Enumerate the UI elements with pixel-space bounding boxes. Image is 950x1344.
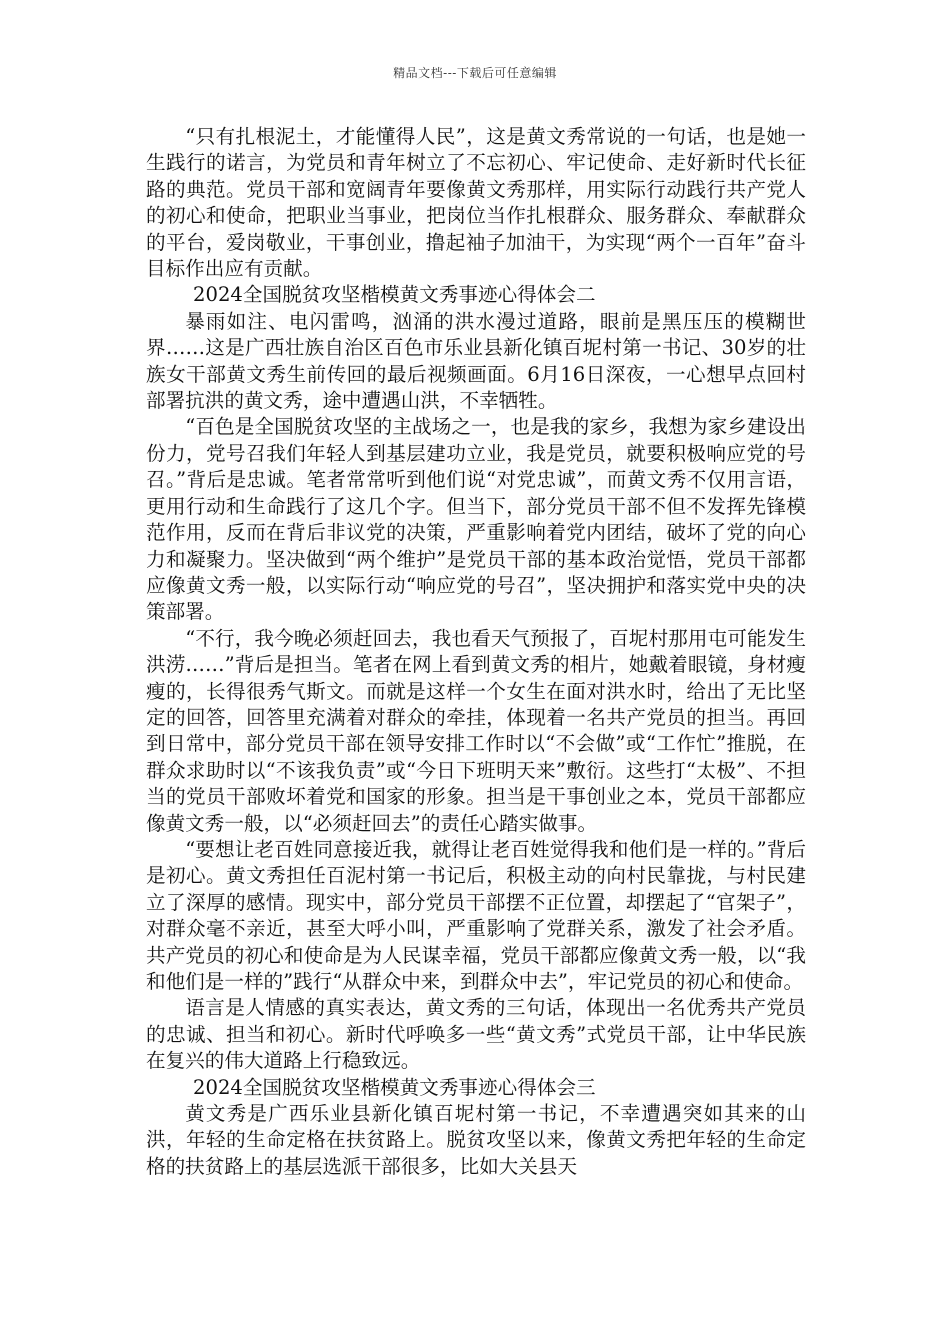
paragraph: 语言是人情感的真实表达，黄文秀的三句话，体现出一名优秀共产党员的忠诚、担当和初心。新时代呼唤多一些“黄文秀”式党员干部，让中华民族在复兴的伟大道路上行稳致远。 <box>146 996 806 1073</box>
paragraph: 暴雨如注、电闪雷鸣，汹涌的洪水漫过道路，眼前是黑压压的模糊世界……这是广西壮族自治区百色市乐业县新化镇百坭村第一书记、30岁的壮族女干部黄文秀生前传回的最后视频画面。6月16日深夜，一心想早点回村部署抗洪的黄文秀，途中遭遇山洪，不幸牺牲。 <box>146 309 806 413</box>
section-heading: 2024全国脱贫攻坚楷模黄文秀事迹心得体会三 <box>193 1075 596 1099</box>
paragraph: “不行，我今晚必须赶回去，我也看天气预报了，百坭村那用屯可能发生洪涝……”背后是担当。笔者在网上看到黄文秀的相片，她戴着眼镜，身材瘦瘦的，长得很秀气斯文。而就是这样一个女生在面对洪水时，给出了无比坚定的回答，回答里充满着对群众的牵挂，体现着一名共产党员的担当。再回到日常中，部分党员干部在领导安排工作时以“不会做”或“工作忙”推脱，在群众求助时以“不该我负责”或“今日下班明天来”敷衍。这些打“太极”、不担当的党员干部败坏着党和国家的形象。担当是干事创业之本，党员干部都应像黄文秀一般，以“必须赶回去”的责任心踏实做事。 <box>146 626 806 835</box>
paragraph: 黄文秀是广西乐业县新化镇百坭村第一书记，不幸遭遇突如其来的山洪，年轻的生命定格在扶贫路上。脱贫攻坚以来，像黄文秀把年轻的生命定格的扶贫路上的基层选派干部很多，比如大关县天 <box>146 1102 806 1178</box>
section-heading: 2024全国脱贫攻坚楷模黄文秀事迹心得体会二 <box>193 283 596 307</box>
page-header: 精品文档---下载后可任意编辑 <box>393 66 557 80</box>
document-body <box>146 124 806 1180</box>
paragraph: “只有扎根泥土，才能懂得人民”，这是黄文秀常说的一句话，也是她一生践行的诺言，为党员和青年树立了不忘初心、牢记使命、走好新时代长征路的典范。党员干部和宽阔青年要像黄文秀那样，用实际行动践行共产党人的初心和使命，把职业当事业，把岗位当作扎根群众、服务群众、奉献群众的平台，爱岗敬业，干事创业，撸起袖子加油干，为实现“两个一百年”奋斗目标作出应有贡献。 <box>146 125 806 281</box>
paragraph: “要想让老百姓同意接近我，就得让老百姓觉得我和他们是一样的。”背后是初心。黄文秀担任百泥村第一书记后，积极主动的向村民靠拢，与村民建立了深厚的感情。现实中，部分党员干部摆不正位置，却摆起了“官架子”，对群众毫不亲近，甚至大呼小叫，严重影响了党群关系，激发了社会矛盾。共产党员的初心和使命是为人民谋幸福，党员干部都应像黄文秀一般，以“我和他们是一样的”践行“从群众中来，到群众中去”，牢记党员的初心和使命。 <box>146 837 806 993</box>
paragraph: “百色是全国脱贫攻坚的主战场之一，也是我的家乡，我想为家乡建设出份力，党号召我们年轻人到基层建功立业，我是党员，就要积极响应党的号召。”背后是忠诚。笔者常常听到他们说“对党忠诚”，而黄文秀不仅用言语，更用行动和生命践行了这几个字。但当下，部分党员干部不但不发挥先锋模范作用，反而在背后非议党的决策，严重影响着党内团结，破坏了党的向心力和凝聚力。坚决做到“两个维护”是党员干部的基本政治觉悟，党员干部都应像黄文秀一般，以实际行动“响应党的号召”，坚决拥护和落实党中央的决策部署。 <box>146 415 806 624</box>
